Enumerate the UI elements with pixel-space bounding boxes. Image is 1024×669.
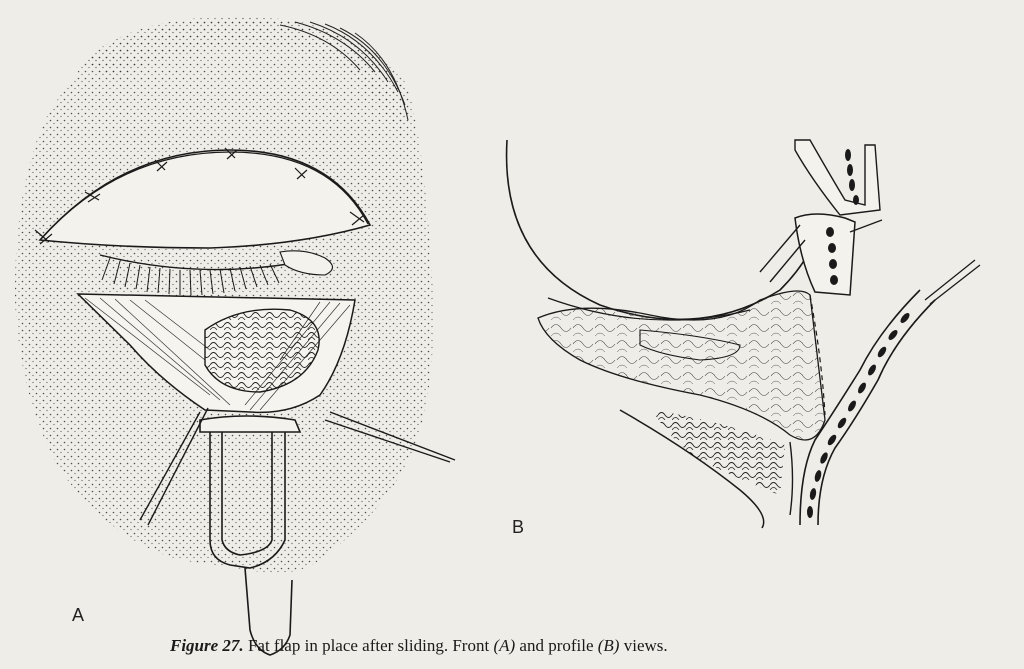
bone-rim bbox=[790, 442, 793, 515]
figure-caption bbox=[170, 636, 668, 656]
globe-outline bbox=[507, 140, 820, 319]
caption-ref-a: (A) bbox=[493, 636, 516, 655]
deep-fat bbox=[652, 410, 785, 495]
caption-text-2: and profile bbox=[515, 636, 598, 655]
upper-tarsus-glands bbox=[845, 149, 859, 205]
caption-ref-b: (B) bbox=[597, 636, 620, 655]
panel-label-b: B bbox=[512, 517, 525, 537]
skin-profile-inner bbox=[818, 300, 935, 525]
caption-text-1: Fat flap in place after sliding. Front bbox=[247, 636, 494, 655]
lid-edge bbox=[760, 225, 800, 272]
needle-b bbox=[925, 260, 980, 304]
face-stipple bbox=[15, 17, 433, 574]
panel-a-front-view bbox=[15, 17, 455, 655]
panel-label-a: A bbox=[72, 605, 85, 625]
panel-b-profile-view bbox=[507, 140, 980, 528]
upper-lid-profile bbox=[795, 140, 880, 215]
lid-edge-2 bbox=[770, 240, 805, 282]
caption-text-3: views. bbox=[619, 636, 668, 655]
figure-number: Figure 27. bbox=[170, 636, 244, 655]
lower-tarsus bbox=[795, 214, 855, 295]
